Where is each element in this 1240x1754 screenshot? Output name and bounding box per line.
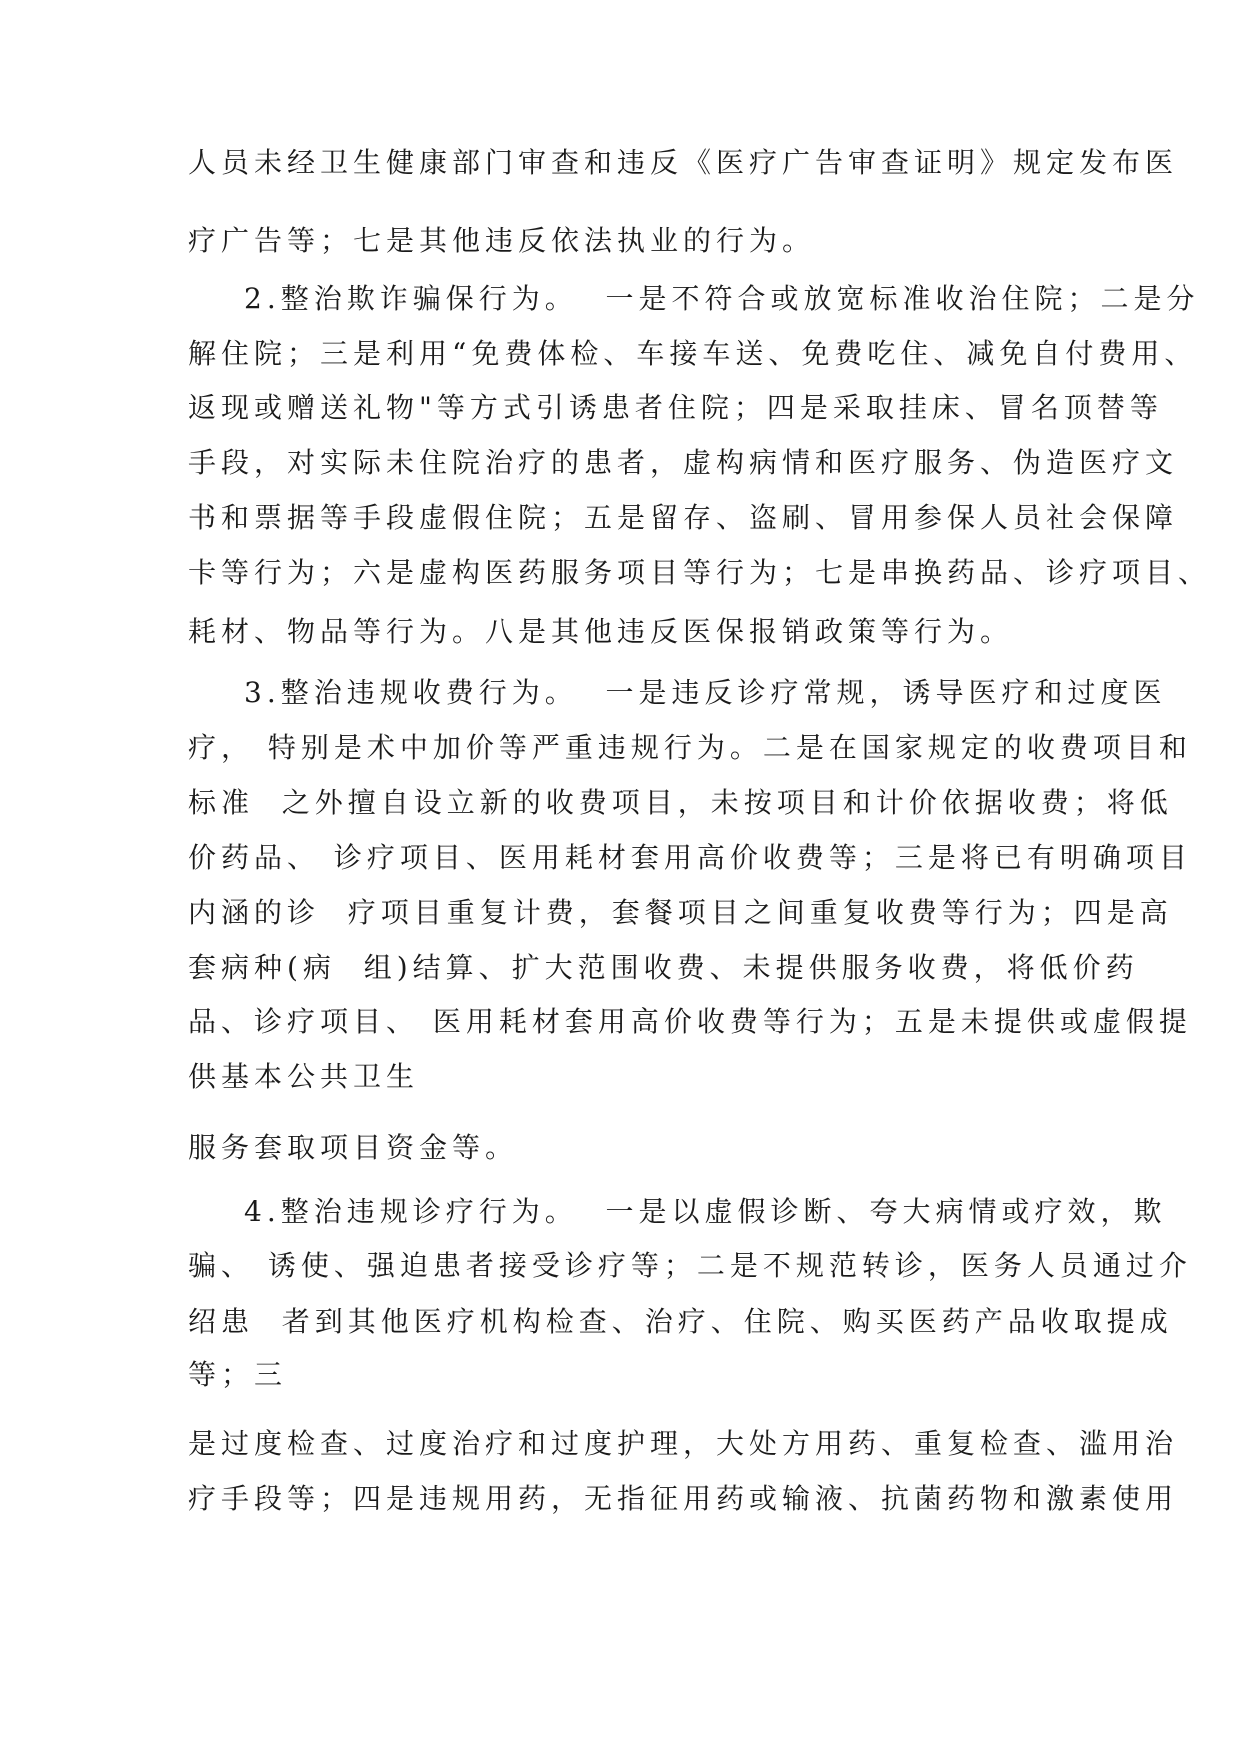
paragraph-4-start: 4.整治违规诊疗行为。 一是以虚假诊断、夸大病情或疗效，欺	[244, 1195, 1167, 1228]
text-line: 品、诊疗项目、 医用耗材套用高价收费等行为；五是未提供或虚假提	[188, 1005, 1192, 1038]
text-line: 供基本公共卫生	[188, 1060, 420, 1093]
text-line: 内涵的诊 疗项目重复计费，套餐项目之间重复收费等行为；四是高	[188, 896, 1173, 929]
text-line: 疗广告等；七是其他违反依法执业的行为。	[188, 224, 816, 257]
text-line: 疗手段等；四是违规用药，无指征用药或输液、抗菌药物和激素使用	[188, 1482, 1179, 1515]
text-line: 骗、 诱使、强迫患者接受诊疗等；二是不规范转诊，医务人员通过介	[188, 1249, 1192, 1282]
text-line: 绍患 者到其他医疗机构检查、治疗、住院、购买医药产品收取提成	[188, 1305, 1173, 1338]
text-line: 套病种(病 组)结算、扩大范围收费、未提供服务收费，将低价药	[188, 951, 1139, 984]
text-line: 价药品、 诊疗项目、医用耗材套用高价收费等；三是将已有明确项目	[188, 841, 1192, 874]
paragraph-3-start: 3.整治违规收费行为。 一是违反诊疗常规，诱导医疗和过度医	[244, 676, 1167, 709]
text-line: 耗材、物品等行为。八是其他违反医保报销政策等行为。	[188, 615, 1014, 648]
text-line: 返现或赠送礼物"等方式引诱患者住院；四是采取挂床、冒名顶替等	[188, 391, 1163, 424]
text-line: 书和票据等手段虚假住院；五是留存、盗刷、冒用参保人员社会保障	[188, 501, 1179, 534]
text-line: 手段，对实际未住院治疗的患者，虚构病情和医疗服务、伪造医疗文	[188, 446, 1179, 479]
text-line: 服务套取项目资金等。	[188, 1131, 519, 1164]
text-line: 卡等行为；六是虚构医药服务项目等行为；七是串换药品、诊疗项目、	[188, 556, 1212, 589]
text-line: 解住院；三是利用“免费体检、车接车送、免费吃住、减免自付费用、	[188, 337, 1198, 370]
text-line: 等；三	[188, 1358, 288, 1391]
text-line: 标准 之外擅自设立新的收费项目，未按项目和计价依据收费；将低	[188, 786, 1173, 819]
paragraph-2-start: 2.整治欺诈骗保行为。 一是不符合或放宽标准收治住院；二是分	[244, 282, 1200, 315]
text-line: 是过度检查、过度治疗和过度护理，大处方用药、重复检查、滥用治	[188, 1427, 1179, 1460]
text-line: 疗， 特别是术中加价等严重违规行为。二是在国家规定的收费项目和	[188, 731, 1192, 764]
text-line: 人员未经卫生健康部门审查和违反《医疗广告审查证明》规定发布医	[188, 146, 1179, 179]
